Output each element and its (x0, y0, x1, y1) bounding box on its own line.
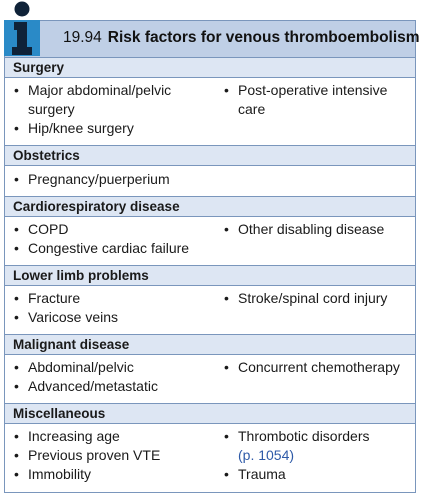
list-item: • Thrombotic disorders (223, 427, 370, 446)
miscellaneous-left-column (13, 427, 160, 484)
list-item: • COPD (13, 220, 189, 239)
surgery-left-column (13, 81, 171, 138)
cardiorespiratory-left-column (13, 220, 189, 258)
section-heading-cardiorespiratory: Cardiorespiratory disease (5, 196, 415, 217)
list-item: • Post-operative intensive (223, 81, 387, 100)
list-item: • Advanced/metastatic (13, 377, 158, 396)
cardiorespiratory-right-column (223, 220, 384, 239)
title-bar (5, 21, 420, 58)
list-item: • Abdominal/pelvic (13, 358, 158, 377)
box-title-text: Risk factors for venous thromboembolism (107, 29, 420, 46)
list-item: • Trauma (223, 465, 370, 484)
section-heading-miscellaneous: Miscellaneous (5, 403, 415, 424)
list-item: • Other disabling disease (223, 220, 384, 239)
surgery-right-column (223, 81, 387, 119)
list-item: • Increasing age (13, 427, 160, 446)
lower-limb-right-column (223, 289, 387, 308)
section-heading-malignant: Malignant disease (5, 334, 415, 355)
list-item-continuation: care (238, 101, 266, 117)
list-item: • Previous proven VTE (13, 446, 160, 465)
list-item: • Immobility (13, 465, 160, 484)
list-item-continuation: surgery (28, 101, 75, 117)
malignant-right-column (223, 358, 400, 377)
list-item: • Major abdominal/pelvic (13, 81, 171, 100)
list-item: • Concurrent chemotherapy (223, 358, 400, 377)
section-heading-obstetrics: Obstetrics (5, 145, 415, 166)
miscellaneous-right-column (223, 427, 370, 484)
list-item: • Stroke/spinal cord injury (223, 289, 387, 308)
obstetrics-left-column (13, 170, 170, 189)
list-item: • Congestive cardiac failure (13, 239, 189, 258)
page-reference-link[interactable]: (p. 1054) (238, 447, 295, 463)
list-item: • Hip/knee surgery (13, 119, 171, 138)
info-icon-dot (15, 2, 30, 17)
section-heading-surgery: Surgery (5, 57, 415, 78)
info-icon (4, 0, 40, 56)
box-number: 19.94 (63, 29, 102, 46)
info-box (4, 20, 420, 493)
box-title (63, 29, 420, 47)
list-item: • Varicose veins (13, 308, 118, 327)
list-item: • Pregnancy/puerperium (13, 170, 170, 189)
section-heading-lower-limb: Lower limb problems (5, 265, 415, 286)
list-item: • Fracture (13, 289, 118, 308)
lower-limb-left-column (13, 289, 118, 327)
malignant-left-column (13, 358, 158, 396)
